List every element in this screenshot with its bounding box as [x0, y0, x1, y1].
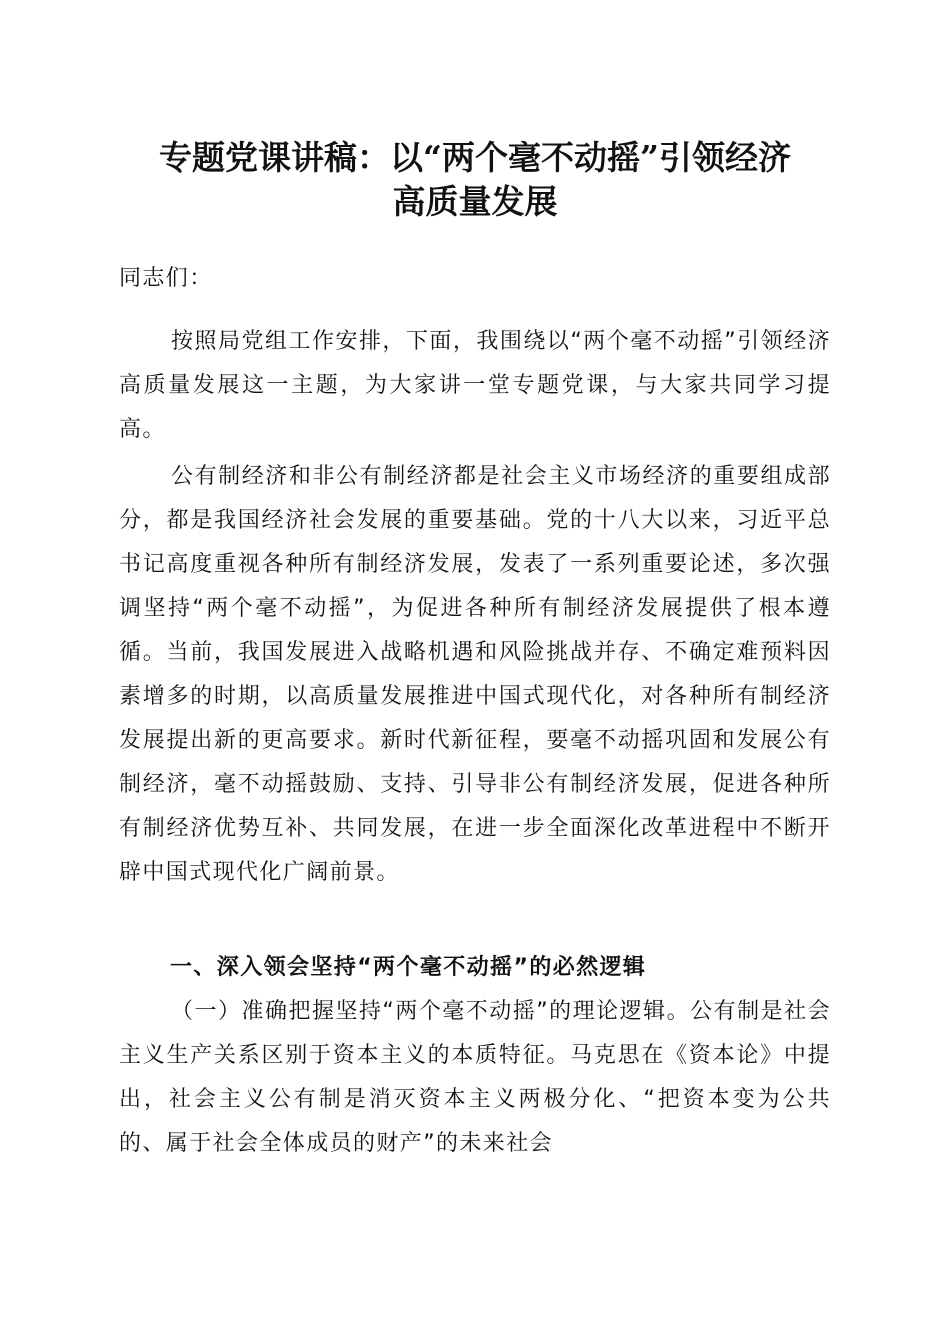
- section-heading: 一、深入领会坚持“两个毫不动摇”的必然逻辑: [170, 955, 647, 980]
- paragraph-section-1: （一）准确把握坚持“两个毫不动摇”的理论逻辑。公有制是社会主义生产关系区别于资本主义的本质特征。马克思在《资本论》中提出，社会主义公有制是消灭资本主义两极分化、“把资本变为公共的、属于社会全体成员的财产”的未来社会: [119, 999, 831, 1156]
- salutation: 同志们：: [119, 266, 213, 291]
- paragraph-background: 公有制经济和非公有制经济都是社会主义市场经济的重要组成部分，都是我国经济社会发展的重要基础。党的十八大以来，习近平总书记高度重视各种所有制经济发展，发表了一系列重要论述，多次强调坚持“两个毫不动摇”，为促进各种所有制经济发展提供了根本遵循。当前，我国发展进入战略机遇和风险挑战并存、不确定难预料因素增多的时期，以高质量发展推进中国式现代化，对各种所有制经济发展提出新的更高要求。新时代新征程，要毫不动摇巩固和发展公有制经济，毫不动摇鼓励、支持、引导非公有制经济发展，促进各种所有制经济优势互补、共同发展，在进一步全面深化改革进程中不断开辟中国式现代化广阔前景。: [119, 464, 831, 885]
- document-title-line-1: 专题党课讲稿：以“两个毫不动摇”引领经济: [159, 138, 791, 177]
- paragraph-intro: 按照局党组工作安排，下面，我围绕以“两个毫不动摇”引领经济高质量发展这一主题，为大家讲一堂专题党课，与大家共同学习提高。: [119, 329, 831, 442]
- document-title-line-2: 高质量发展: [392, 182, 558, 221]
